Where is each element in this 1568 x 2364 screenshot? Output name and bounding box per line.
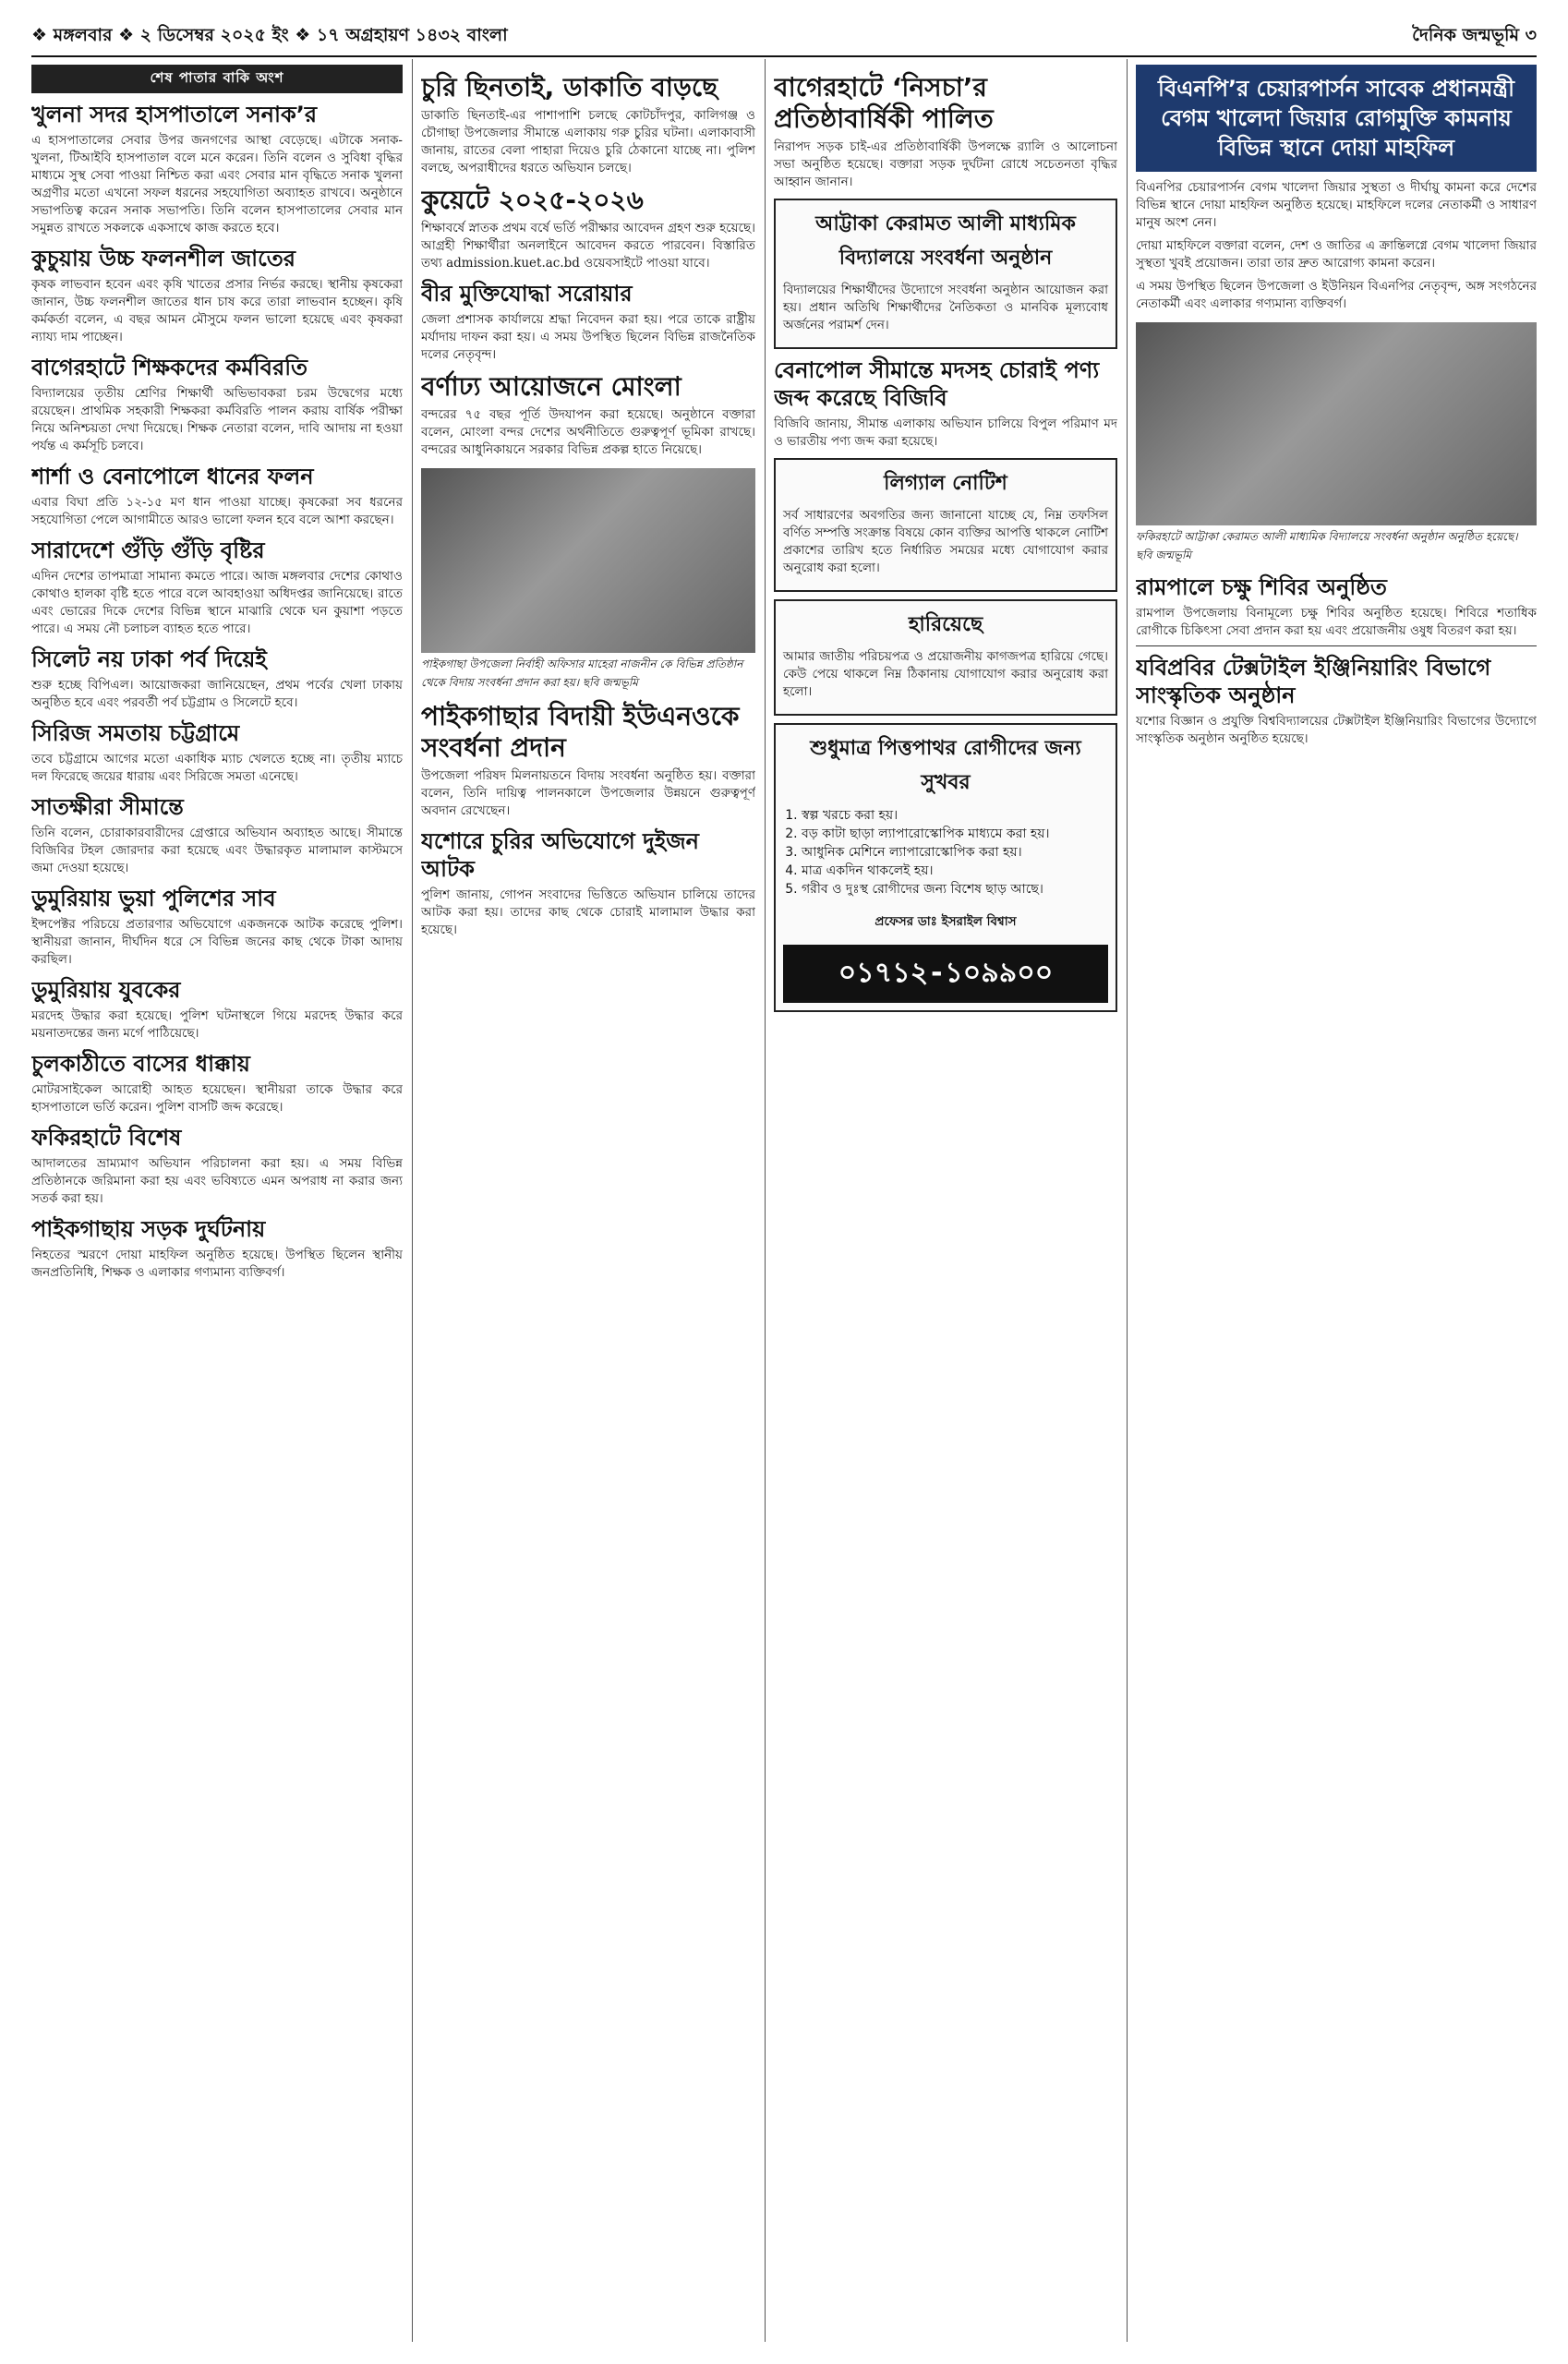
article-headline: যশোরে চুরির অভিযোগে দুইজন আটক xyxy=(421,828,699,882)
article-body: শিক্ষাবর্ষে স্নাতক প্রথম বর্ষে ভর্তি পরীক্ষার আবেদন গ্রহণ শুরু হয়েছে। আগ্রহী শিক্ষার্থীরা অনলাইনে আবেদন করতে পারবেন। বিস্তারিত তথ্য admission.kuet.ac.bd ওয়েবসাইটে পাওয়া যাবে। xyxy=(421,221,755,271)
ad-item: 3. আধুনিক মেশিনে ল্যাপারোস্কোপিক করা হয়। xyxy=(802,843,1108,862)
column-4 xyxy=(1136,65,1537,2346)
article-body: এবার বিঘা প্রতি ১২-১৫ মণ ধান পাওয়া যাচ্ছে। কৃষকেরা সব ধরনের সহযোগিতা পেলে আগামীতে আরও ভালো ফলন হবে বলে আশা করছেন। xyxy=(31,495,403,527)
article-headline: ফকিরহাটে বিশেষ xyxy=(31,1125,182,1151)
date-line: ❖ মঙ্গলবার ❖ ২ ডিসেম্বর ২০২৫ ইং ❖ ১৭ অগ্রহায়ণ ১৪৩২ বাংলা xyxy=(31,25,508,45)
article-body: এ হাসপাতালের সেবার উপর জনগণের আস্থা বেড়েছে। এটাকে সনাক-খুলনা, টিআইবি হাসপাতাল বলে মনে করেন। তিনি বলেন ও সুবিধা বৃদ্ধির মাধ্যমে সুস্থ সেবা পাওয়া নিশ্চিত করা এবং সেবার মান বৃদ্ধিতে সনাক খুলনা অগ্রণীর মতো এখনো সফল ধরনের সহযোগিতা অব্যাহত রাখবে। অনুষ্ঠানে সভাপতিত্ব করেন সনাক সভাপতি। তিনি বলেন হাসপাতালের সেবার মান সমুন্নত রাখতে সকলকে একসাথে কাজ করতে হবে। xyxy=(31,133,403,235)
news-photo xyxy=(1136,322,1537,525)
article-headline: বর্ণাঢ্য আয়োজনে মোংলা xyxy=(421,371,681,402)
ad-doctor: প্রফেসর ডাঃ ইসরাইল বিশ্বাস xyxy=(874,913,1017,929)
article-body: বিএনপির চেয়ারপার্সন বেগম খালেদা জিয়ার সুস্থতা ও দীর্ঘায়ু কামনা করে দেশের বিভিন্ন স্থানে দোয়া মাহফিল অনুষ্ঠিত হয়েছে। মাহফিলে দলের নেতাকর্মী ও সাধারণ মানুষ অংশ নেন। xyxy=(1136,180,1537,230)
paper-page-label: দৈনিক জন্মভূমি ৩ xyxy=(1412,25,1537,45)
ad-title: শুধুমাত্র পিত্তপাথর রোগীদের জন্য সুখবর xyxy=(810,737,1081,794)
article-body: রামপাল উপজেলায় বিনামূল্যে চক্ষু শিবির অনুষ্ঠিত হয়েছে। শিবিরে শতাধিক রোগীকে চিকিৎসা সেবা প্রদান করা হয় এবং প্রয়োজনীয় ওষুধ বিতরণ করা হয়। xyxy=(1136,606,1537,638)
ad-phone: ০১৭১২-১০৯৯০০ xyxy=(783,945,1108,1003)
article-body: জেলা প্রশাসক কার্যালয়ে শ্রদ্ধা নিবেদন করা হয়। পরে তাকে রাষ্ট্রীয় মর্যাদায় দাফন করা হয়। এ সময় উপস্থিত ছিলেন বিভিন্ন রাজনৈতিক দলের নেতৃবৃন্দ। xyxy=(421,312,755,362)
article-body: তবে চট্টগ্রামে আগের মতো একাধিক ম্যাচ খেলতে হচ্ছে না। তৃতীয় ম্যাচে দল ফিরেছে জয়ের ধারায় এবং সিরিজে সমতা এনেছে। xyxy=(31,752,403,784)
article-body: মোটরসাইকেল আরোহী আহত হয়েছেন। স্থানীয়রা তাকে উদ্ধার করে হাসপাতালে ভর্তি করেন। পুলিশ বাসটি জব্দ করেছে। xyxy=(31,1082,403,1115)
article-body: তিনি বলেন, চোরাকারবারীদের গ্রেপ্তারে অভিযান অব্যাহত আছে। সীমান্তে বিজিবির টহল জোরদার করা হয়েছে এবং উদ্ধারকৃত মালামাল কাস্টমসে জমা দেওয়া হয়েছে। xyxy=(31,826,403,875)
article-body: নিহতের স্মরণে দোয়া মাহফিল অনুষ্ঠিত হয়েছে। উপস্থিত ছিলেন স্থানীয় জনপ্রতিনিধি, শিক্ষক ও এলাকার গণ্যমান্য ব্যক্তিবর্গ। xyxy=(31,1248,403,1280)
article-headline: কুয়েটে ২০২৫-২০২৬ xyxy=(421,185,644,215)
ad-item: 1. স্বল্প খরচে করা হয়। xyxy=(802,806,1108,825)
article-body: বন্দরের ৭৫ বছর পূর্তি উদযাপন করা হয়েছে। অনুষ্ঠানে বক্তারা বলেন, মোংলা বন্দর দেশের অর্থনীতিতে গুরুত্বপূর্ণ ভূমিকা রাখছে। বন্দরের আধুনিকায়নে সরকার বিভিন্ন প্রকল্প হাতে নিয়েছে। xyxy=(421,407,755,457)
article-headline: বাগেরহাটে শিক্ষকদের কর্মবিরতি xyxy=(31,355,308,380)
column-rule xyxy=(1127,59,1128,2342)
ad-item: 5. গরীব ও দুঃস্থ রোগীদের জন্য বিশেষ ছাড় আছে। xyxy=(802,880,1108,899)
article-headline: সিলেট নয় ঢাকা পর্ব দিয়েই xyxy=(31,646,267,672)
legal-notice-box xyxy=(774,458,1117,592)
article-headline: পাইকগাছার বিদায়ী ইউএনওকে সংবর্ধনা প্রদান xyxy=(421,701,740,763)
top-headline: বিএনপি’র চেয়ারপার্সন সাবেক প্রধানমন্ত্রী বেগম খালেদা জিয়ার রোগমুক্তি কামনায় বিভিন্ন স্থানে দোয়া মাহফিল xyxy=(1136,65,1537,172)
article-headline: শার্শা ও বেনাপোলে ধানের ফলন xyxy=(31,464,314,489)
article-body: দোয়া মাহফিলে বক্তারা বলেন, দেশ ও জাতির এ ক্রান্তিলগ্নে বেগম খালেদা জিয়ার সুস্থতা খুবই প্রয়োজন। তারা তার দ্রুত আরোগ্য কামনা করেন। xyxy=(1136,238,1537,271)
article-headline: সাতক্ষীরা সীমান্তে xyxy=(31,794,184,820)
article-headline: কুচুয়ায় উচ্চ ফলনশীল জাতের xyxy=(31,246,296,271)
ad-list xyxy=(802,806,1108,899)
column-rule xyxy=(412,59,413,2342)
article-headline: বাগেরহাটে ‘নিসচা’র প্রতিষ্ঠাবার্ষিকী পালিত xyxy=(774,72,994,134)
article-headline: যবিপ্রবির টেক্সটাইল ইঞ্জিনিয়ারিং বিভাগে সাংস্কৃতিক অনুষ্ঠান xyxy=(1136,655,1491,708)
highlight-box xyxy=(774,199,1117,349)
notice-title: হারিয়েছে xyxy=(908,613,983,636)
article-body: মরদেহ উদ্ধার করা হয়েছে। পুলিশ ঘটনাস্থলে গিয়ে মরদেহ উদ্ধার করে ময়নাতদন্তের জন্য মর্গে পাঠিয়েছে। xyxy=(31,1008,403,1041)
article-headline: সারাদেশে গুঁড়ি গুঁড়ি বৃষ্টির xyxy=(31,537,265,563)
article-body: এদিন দেশের তাপমাত্রা সামান্য কমতে পারে। আজ মঙ্গলবার দেশের কোথাও কোথাও হালকা বৃষ্টি হতে পারে বলে আবহাওয়া অধিদপ্তর জানিয়েছে। রাতে এবং ভোরের দিকে দেশের বিভিন্ন স্থানে মাঝারি থেকে ঘন কুয়াশা পড়তে পারে। এ সময় নৌ চলাচল ব্যাহত হতে পারে। xyxy=(31,569,403,636)
article-headline: আট্টাকা কেরামত আলী মাধ্যমিক বিদ্যালয়ে সংবর্ধনা অনুষ্ঠান xyxy=(815,212,1076,270)
article-body: ডাকাতি ছিনতাই-এর পাশাপাশি চলছে কোটচাঁদপুর, কালিগঞ্জ ও চৌগাছা উপজেলার সীমান্তে এলাকায় গরু চুরির ঘটনা। এলাকাবাসী জানায়, রাতের বেলা পাহারা দিয়েও চুরি ঠেকানো যাচ্ছে না। পুলিশ বলছে, অপরাধীদের ধরতে অভিযান চলছে। xyxy=(421,108,755,175)
article-body: বিজিবি জানায়, সীমান্ত এলাকায় অভিযান চালিয়ে বিপুল পরিমাণ মদ ও ভারতীয় পণ্য জব্দ করা হয়েছে। xyxy=(774,416,1117,449)
article-headline: পাইকগাছায় সড়ক দুর্ঘটনায় xyxy=(31,1216,266,1242)
photo-caption: পাইকগাছা উপজেলা নির্বাহী অফিসার মাহেরা নাজনীন কে বিভিন্ন প্রতিষ্ঠান থেকে বিদায় সংবর্ধনা প্রদান করা হয়। ছবি জন্মভূমি xyxy=(421,657,743,689)
article-body: বিদ্যালয়ের তৃতীয় শ্রেণির শিক্ষার্থী অভিভাবকরা চরম উদ্বেগের মধ্যে রয়েছেন। প্রাথমিক সহকারী শিক্ষকরা কর্মবিরতি পালন করায় বার্ষিক পরীক্ষা নিয়ে অনিশ্চয়তা দেখা দিয়েছে। শিক্ষক নেতারা বলেন, দাবি আদায় না হওয়া পর্যন্ত এ কর্মসূচি চলবে। xyxy=(31,386,403,453)
column-1 xyxy=(31,65,403,2346)
article-body: কৃষক লাভবান হবেন এবং কৃষি খাতের প্রসার নির্ভর করছে। স্থানীয় কৃষকেরা জানান, উচ্চ ফলনশীল জাতের ধান চাষ করে তারা লাভবান হচ্ছেন। কৃষি কর্মকর্তা বলেন, এ বছর আমন মৌসুমে ফলন ভালো হয়েছে এবং কৃষকরা ন্যায্য দাম পাচ্ছেন। xyxy=(31,277,403,344)
article-body: নিরাপদ সড়ক চাই-এর প্রতিষ্ঠাবার্ষিকী উপলক্ষে র‍্যালি ও আলোচনা সভা অনুষ্ঠিত হয়েছে। বক্তারা সড়ক দুর্ঘটনা রোধে সচেতনতা বৃদ্ধির আহ্বান জানান। xyxy=(774,139,1117,189)
article-headline: চুলকাঠীতে বাসের ধাক্কায় xyxy=(31,1051,250,1077)
article-body: উপজেলা পরিষদ মিলনায়তনে বিদায় সংবর্ধনা অনুষ্ঠিত হয়। বক্তারা বলেন, তিনি দায়িত্ব পালনকালে উপজেলার উন্নয়নে গুরুত্বপূর্ণ অবদান রেখেছেন। xyxy=(421,768,755,818)
photo-caption: ফকিরহাটে আট্টাকা কেরামত আলী মাধ্যমিক বিদ্যালয়ে সংবর্ধনা অনুষ্ঠান অনুষ্ঠিত হয়েছে। ছবি জন্মভূমি xyxy=(1136,530,1518,561)
article-body: ইন্সপেক্টর পরিচয়ে প্রতারণার অভিযোগে একজনকে আটক করেছে পুলিশ। স্থানীয়রা জানান, দীর্ঘদিন ধরে সে বিভিন্ন জনের কাছ থেকে টাকা আদায় করছিল। xyxy=(31,917,403,967)
medical-ad-box xyxy=(774,723,1117,1012)
column-3 xyxy=(774,65,1117,2346)
masthead-bar xyxy=(31,18,1537,57)
column-rule xyxy=(765,59,766,2342)
article-headline: চুরি ছিনতাই, ডাকাতি বাড়ছে xyxy=(421,72,718,103)
article-body: এ সময় উপস্থিত ছিলেন উপজেলা ও ইউনিয়ন বিএনপির নেতৃবৃন্দ, অঙ্গ সংগঠনের নেতাকর্মী এবং এলাকার গণ্যমান্য ব্যক্তিবর্গ। xyxy=(1136,279,1537,311)
lost-notice-box xyxy=(774,599,1117,716)
article-headline: খুলনা সদর হাসপাতালে সনাক’র xyxy=(31,102,318,127)
article-body: যশোর বিজ্ঞান ও প্রযুক্তি বিশ্ববিদ্যালয়ের টেক্সটাইল ইঞ্জিনিয়ারিং বিভাগের উদ্যোগে সাংস্কৃতিক অনুষ্ঠান অনুষ্ঠিত হয়েছে। xyxy=(1136,714,1537,746)
notice-title: লিগ্যাল নোটিশ xyxy=(884,472,1007,495)
divider xyxy=(1136,645,1537,646)
article-body: পুলিশ জানায়, গোপন সংবাদের ভিত্তিতে অভিযান চালিয়ে তাদের আটক করা হয়। তাদের কাছ থেকে চোরাই মালামাল উদ্ধার করা হয়েছে। xyxy=(421,887,755,937)
article-body: আদালতের ভ্রাম্যমাণ অভিযান পরিচালনা করা হয়। এ সময় বিভিন্ন প্রতিষ্ঠানকে জরিমানা করা হয় এবং ভবিষ্যতে এমন অপরাধ না করার জন্য সতর্ক করা হয়। xyxy=(31,1156,403,1206)
article-headline: বেনাপোল সীমান্তে মদসহ চোরাই পণ্য জব্দ করেছে বিজিবি xyxy=(774,357,1100,411)
section-banner: শেষ পাতার বাকি অংশ xyxy=(31,65,403,93)
ad-item: 2. বড় কাটা ছাড়া ল্যাপারোস্কোপিক মাধ্যমে করা হয়। xyxy=(802,825,1108,843)
article-headline: ডুমুরিয়ায় যুবকের xyxy=(31,977,181,1003)
article-headline: সিরিজ সমতায় চট্টগ্রামে xyxy=(31,720,240,746)
article-headline: রামপালে চক্ষু শিবির অনুষ্ঠিত xyxy=(1136,574,1387,600)
column-2 xyxy=(421,65,755,2346)
news-photo xyxy=(421,468,755,653)
article-body: শুরু হচ্ছে বিপিএল। আয়োজকরা জানিয়েছেন, প্রথম পর্বের খেলা ঢাকায় অনুষ্ঠিত হবে এবং পরবর্তী পর্ব চট্টগ্রাম ও সিলেটে হবে। xyxy=(31,678,403,710)
ad-item: 4. মাত্র একদিন থাকলেই হয়। xyxy=(802,862,1108,880)
article-headline: ডুমুরিয়ায় ভুয়া পুলিশের সাব xyxy=(31,886,276,911)
article-headline: বীর মুক্তিযোদ্ধা সরোয়ার xyxy=(421,281,633,307)
article-body: বিদ্যালয়ের শিক্ষার্থীদের উদ্যোগে সংবর্ধনা অনুষ্ঠান আয়োজন করা হয়। প্রধান অতিথি শিক্ষার্থীদের নৈতিকতা ও মানবিক মূল্যবোধ অর্জনের পরামর্শ দেন। xyxy=(783,283,1108,332)
notice-body: সর্ব সাধারণের অবগতির জন্য জানানো যাচ্ছে যে, নিম্ন তফসিল বর্ণিত সম্পত্তি সংক্রান্ত বিষয়ে কোন ব্যক্তির আপত্তি থাকলে নোটিশ প্রকাশের তারিখ হতে নির্ধারিত সময়ের মধ্যে যোগাযোগ করার অনুরোধ করা হলো। xyxy=(783,508,1108,575)
notice-body: আমার জাতীয় পরিচয়পত্র ও প্রয়োজনীয় কাগজপত্র হারিয়ে গেছে। কেউ পেয়ে থাকলে নিম্ন ঠিকানায় যোগাযোগ করার অনুরোধ করা হলো। xyxy=(783,649,1108,699)
